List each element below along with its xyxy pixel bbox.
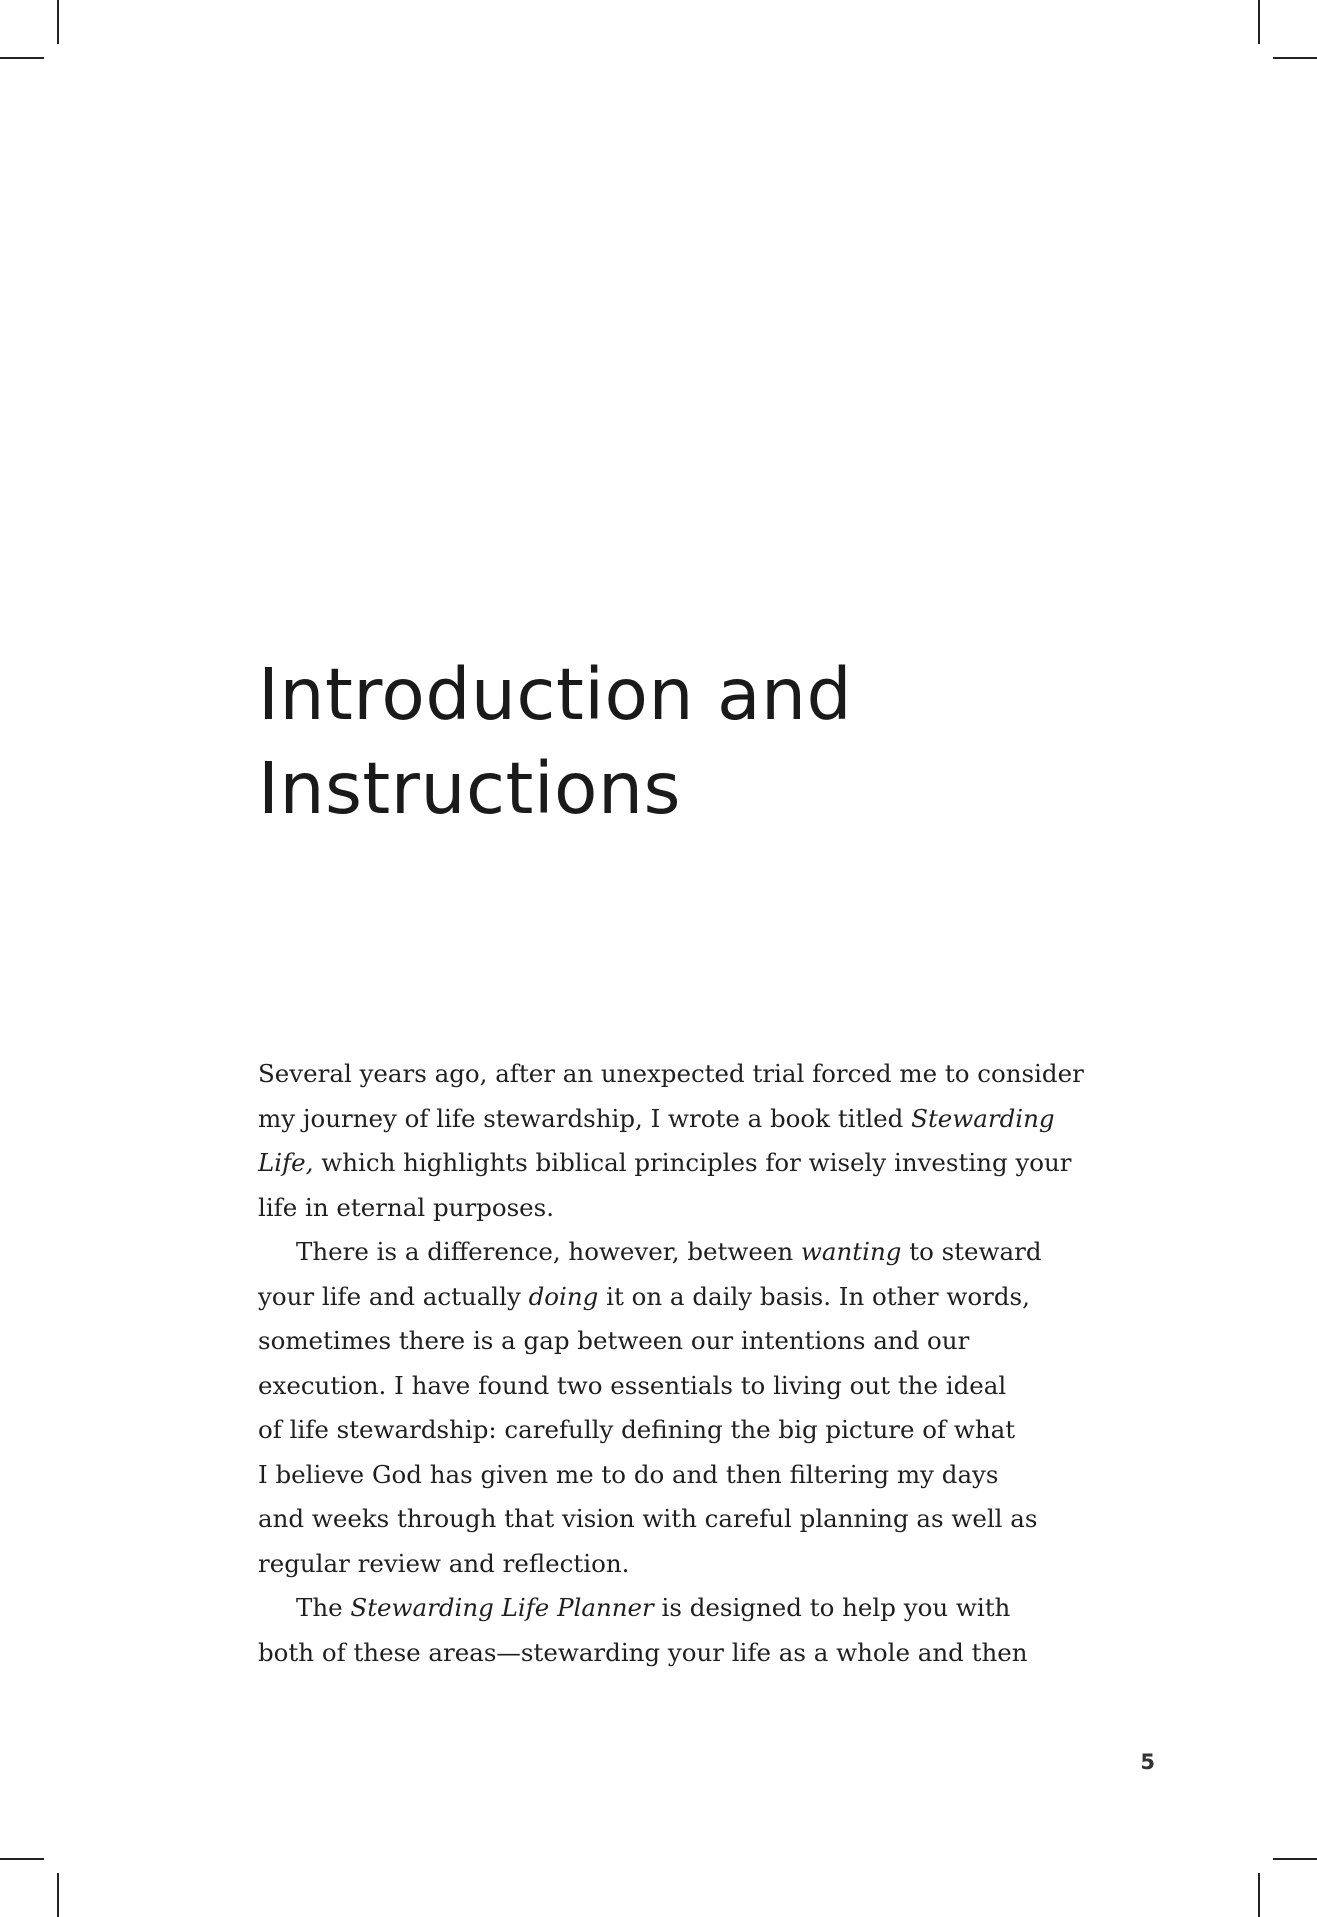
body-line: sometimes there is a gap between our intentions and our — [258, 1326, 970, 1355]
body-line: Several years ago, after an unexpected trial forced me to consider — [258, 1059, 1084, 1088]
crop-mark-top-left-vertical — [57, 0, 59, 44]
page-number: 5 — [1140, 1750, 1155, 1774]
body-line: your life and actually doing it on a daily basis. In other words, — [258, 1281, 1030, 1311]
body-line: The Stewarding Life Planner is designed to help you with — [296, 1593, 1011, 1622]
book-title-italic: Stewarding Life Planner — [350, 1593, 654, 1622]
body-line: execution. I have found two essentials to living out the ideal — [258, 1370, 1007, 1400]
body-line: life in eternal purposes. — [258, 1192, 555, 1222]
crop-mark-bottom-right-vertical — [1258, 1873, 1260, 1917]
chapter-title-line-1: Introduction and — [258, 653, 853, 736]
body-line: Life, which highlights biblical principles for wisely investing your — [258, 1148, 1072, 1177]
chapter-title — [258, 648, 1158, 836]
emphasis-italic: wanting — [800, 1237, 902, 1266]
crop-mark-bottom-right-horizontal — [1273, 1858, 1317, 1860]
crop-mark-bottom-left-horizontal — [0, 1858, 44, 1860]
body-line: and weeks through that vision with careful planning as well as — [258, 1504, 1038, 1533]
body-text — [258, 1052, 1108, 1675]
emphasis-italic: doing — [528, 1281, 599, 1311]
body-line: my journey of life stewardship, I wrote a book titled Stewarding — [258, 1103, 1055, 1133]
body-line: regular review and reflection. — [258, 1548, 630, 1578]
book-title-italic: Stewarding — [911, 1103, 1055, 1133]
crop-mark-top-left-horizontal — [0, 57, 44, 59]
body-line: of life stewardship: carefully defining the big picture of what — [258, 1415, 1016, 1444]
crop-mark-top-right-horizontal — [1273, 57, 1317, 59]
book-title-italic: Life, — [258, 1148, 314, 1177]
body-line: I believe God has given me to do and then filtering my days — [258, 1459, 999, 1489]
body-line: There is a difference, however, between wanting to steward — [296, 1237, 1042, 1266]
body-line: both of these areas—stewarding your life as a whole and then — [258, 1637, 1028, 1667]
crop-mark-bottom-left-vertical — [57, 1873, 59, 1917]
chapter-title-line-2: Instructions — [258, 747, 681, 830]
crop-mark-top-right-vertical — [1258, 0, 1260, 44]
